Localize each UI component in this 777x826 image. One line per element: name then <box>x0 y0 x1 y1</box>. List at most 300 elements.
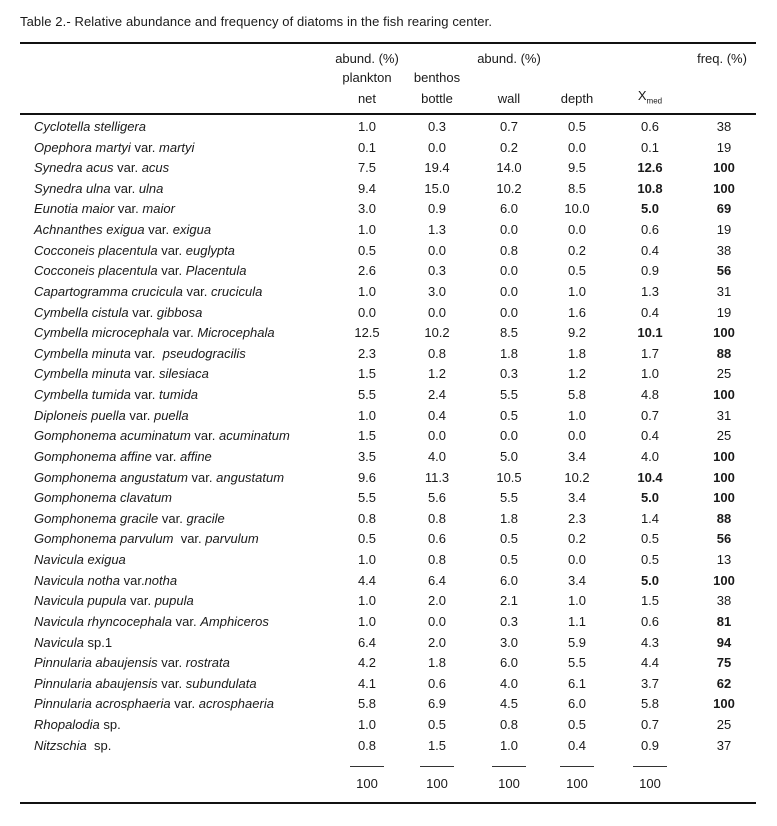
taxon-var-label: var. <box>125 407 154 423</box>
taxon-epithet: crucicula <box>211 283 263 299</box>
cell-benthos-bottle: 2.0 <box>427 634 447 650</box>
total-plankton-net: 100 <box>356 776 378 791</box>
table-row <box>0 694 777 715</box>
cell-benthos-bottle: 0.0 <box>427 428 447 444</box>
cell-freq: 100 <box>713 160 735 176</box>
taxon-genus: Navicula rhyncocephala <box>34 613 173 629</box>
cell-wall: 0.3 <box>499 613 519 629</box>
cell-wall: 10.5 <box>496 469 522 485</box>
taxon-name <box>34 117 146 138</box>
cell-benthos-bottle: 0.6 <box>427 531 447 547</box>
cell-xmed: 0.1 <box>640 139 660 155</box>
cell-wall: 1.0 <box>499 737 519 753</box>
taxon-var-label: var. <box>173 531 206 547</box>
table-row <box>0 303 777 324</box>
cell-plankton-net: 12.5 <box>354 325 380 341</box>
total-line <box>633 766 667 767</box>
taxon-var-label: var. <box>114 201 143 217</box>
taxon-name <box>34 406 189 427</box>
cell-wall: 0.0 <box>499 304 519 320</box>
taxon-var-label: var. <box>128 304 157 320</box>
cell-depth: 1.1 <box>567 613 587 629</box>
taxon-var-label: var. <box>157 263 186 279</box>
cell-wall: 14.0 <box>496 160 522 176</box>
cell-plankton-net: 9.6 <box>357 469 377 485</box>
taxon-var-label: var. <box>151 448 180 464</box>
cell-xmed: 1.4 <box>640 510 660 526</box>
cell-benthos-bottle: 10.2 <box>424 325 450 341</box>
taxon-genus: Capartogramma crucicula <box>34 283 183 299</box>
header-abund-left: abund. (%) <box>335 51 399 66</box>
cell-benthos-bottle: 0.6 <box>427 675 447 691</box>
taxon-name <box>34 220 211 241</box>
cell-depth: 0.0 <box>567 222 587 238</box>
taxon-var-label: var. <box>157 675 186 691</box>
cell-freq: 25 <box>716 366 732 382</box>
cell-wall: 3.0 <box>499 634 519 650</box>
cell-wall: 0.7 <box>499 119 519 134</box>
taxon-genus: Cymbella microcephala <box>34 325 170 341</box>
table-row <box>0 447 777 468</box>
table-row <box>0 364 777 385</box>
cell-xmed: 5.0 <box>640 201 660 217</box>
header-plankton: plankton <box>342 70 392 85</box>
cell-xmed: 0.9 <box>640 737 660 753</box>
cell-benthos-bottle: 0.3 <box>427 119 447 134</box>
table-row <box>0 550 777 571</box>
cell-freq: 100 <box>713 572 735 588</box>
taxon-epithet: gibbosa <box>156 304 203 320</box>
table-row <box>0 179 777 200</box>
cell-freq: 25 <box>716 716 732 732</box>
table-row <box>0 158 777 179</box>
cell-xmed: 10.4 <box>637 469 663 485</box>
cell-wall: 0.0 <box>499 428 519 444</box>
cell-wall: 1.8 <box>499 345 519 361</box>
taxon-name <box>34 591 194 612</box>
header-benthos: benthos <box>413 70 461 85</box>
cell-wall: 5.5 <box>499 490 519 506</box>
header-abund-right: abund. (%) <box>477 51 541 66</box>
cell-freq: 25 <box>716 428 732 444</box>
bottom-rule <box>20 802 756 804</box>
cell-wall: 6.0 <box>499 572 519 588</box>
taxon-var-label: sp. <box>99 716 121 732</box>
cell-depth: 3.4 <box>567 448 587 464</box>
cell-xmed: 4.3 <box>640 634 660 650</box>
cell-plankton-net: 4.1 <box>357 675 377 691</box>
taxon-epithet: exigua <box>172 222 212 238</box>
taxon-epithet: pseudogracilis <box>162 345 246 361</box>
cell-xmed: 0.6 <box>640 613 660 629</box>
total-depth: 100 <box>566 776 588 791</box>
taxon-name <box>34 488 172 509</box>
taxon-genus: Cymbella tumida <box>34 387 131 403</box>
header-wall: wall <box>497 91 521 106</box>
cell-plankton-net: 9.4 <box>357 180 377 196</box>
cell-wall: 0.3 <box>499 366 519 382</box>
cell-plankton-net: 0.8 <box>357 737 377 753</box>
cell-depth: 5.5 <box>567 655 587 671</box>
table-row <box>0 220 777 241</box>
cell-benthos-bottle: 0.8 <box>427 510 447 526</box>
cell-depth: 6.0 <box>567 696 587 712</box>
cell-depth: 0.0 <box>567 428 587 444</box>
taxon-genus: Gomphonema gracile <box>34 510 159 526</box>
cell-plankton-net: 1.0 <box>357 283 377 299</box>
taxon-name <box>34 653 230 674</box>
taxon-epithet: maior <box>142 201 175 217</box>
cell-benthos-bottle: 1.8 <box>427 655 447 671</box>
taxon-epithet: euglypta <box>185 242 235 258</box>
cell-xmed: 3.7 <box>640 675 660 691</box>
cell-wall: 4.5 <box>499 696 519 712</box>
cell-xmed: 4.0 <box>640 448 660 464</box>
cell-wall: 0.2 <box>499 139 519 155</box>
cell-freq: 56 <box>716 263 732 279</box>
cell-plankton-net: 5.5 <box>357 490 377 506</box>
taxon-name <box>34 447 212 468</box>
taxon-var-label: var. <box>172 613 201 629</box>
cell-xmed: 5.8 <box>640 696 660 712</box>
cell-wall: 8.5 <box>499 325 519 341</box>
cell-freq: 31 <box>716 407 732 423</box>
cell-freq: 100 <box>713 448 735 464</box>
cell-benthos-bottle: 0.0 <box>427 304 447 320</box>
cell-xmed: 10.8 <box>637 180 663 196</box>
taxon-name <box>34 612 269 633</box>
header-net: net <box>357 91 377 106</box>
cell-plankton-net: 1.0 <box>357 613 377 629</box>
taxon-epithet: notha <box>144 572 178 588</box>
cell-benthos-bottle: 1.3 <box>427 222 447 238</box>
cell-plankton-net: 4.4 <box>357 572 377 588</box>
taxon-var-label: var. <box>126 593 155 609</box>
taxon-epithet: Placentula <box>185 263 247 279</box>
taxon-var-label: var. <box>157 655 186 671</box>
taxon-var-label: sp.1 <box>83 634 113 650</box>
cell-xmed: 0.5 <box>640 531 660 547</box>
taxon-epithet: puella <box>153 407 189 423</box>
taxon-genus: Cymbella minuta <box>34 366 131 382</box>
total-benthos-bottle: 100 <box>426 776 448 791</box>
cell-benthos-bottle: 0.0 <box>427 139 447 155</box>
taxon-genus: Eunotia maior <box>34 201 115 217</box>
taxon-epithet: gracile <box>186 510 225 526</box>
cell-plankton-net: 3.0 <box>357 201 377 217</box>
cell-xmed: 0.6 <box>640 119 660 134</box>
cell-xmed: 1.7 <box>640 345 660 361</box>
cell-xmed: 0.9 <box>640 263 660 279</box>
cell-plankton-net: 0.8 <box>357 510 377 526</box>
taxon-genus: Navicula exigua <box>34 552 126 568</box>
cell-freq: 38 <box>716 593 732 609</box>
taxon-var-label: var. <box>130 345 163 361</box>
cell-benthos-bottle: 3.0 <box>427 283 447 299</box>
cell-freq: 100 <box>713 325 735 341</box>
table-row <box>0 715 777 736</box>
cell-xmed: 0.5 <box>640 552 660 568</box>
cell-plankton-net: 1.5 <box>357 366 377 382</box>
cell-plankton-net: 1.0 <box>357 222 377 238</box>
cell-plankton-net: 1.0 <box>357 593 377 609</box>
taxon-genus: Achnanthes exigua <box>34 222 145 238</box>
cell-depth: 9.2 <box>567 325 587 341</box>
cell-depth: 0.5 <box>567 716 587 732</box>
cell-xmed: 1.5 <box>640 593 660 609</box>
taxon-name <box>34 138 194 159</box>
cell-plankton-net: 1.5 <box>357 428 377 444</box>
table-row <box>0 633 777 654</box>
taxon-epithet: subundulata <box>185 675 257 691</box>
cell-wall: 4.0 <box>499 675 519 691</box>
taxon-epithet: rostrata <box>185 655 230 671</box>
cell-benthos-bottle: 2.4 <box>427 387 447 403</box>
taxon-name <box>34 323 275 344</box>
table-row <box>0 426 777 447</box>
taxon-genus: Nitzschia <box>34 737 87 753</box>
cell-depth: 10.2 <box>564 469 590 485</box>
cell-benthos-bottle: 0.4 <box>427 407 447 423</box>
cell-depth: 1.0 <box>567 593 587 609</box>
table-row <box>0 674 777 695</box>
cell-benthos-bottle: 6.9 <box>427 696 447 712</box>
taxon-var-label: var. <box>169 325 198 341</box>
cell-wall: 2.1 <box>499 593 519 609</box>
cell-benthos-bottle: 0.0 <box>427 242 447 258</box>
cell-wall: 6.0 <box>499 201 519 217</box>
table-row <box>0 261 777 282</box>
cell-xmed: 0.7 <box>640 407 660 423</box>
total-line <box>492 766 526 767</box>
taxon-name <box>34 674 257 695</box>
cell-freq: 100 <box>713 490 735 506</box>
cell-plankton-net: 2.3 <box>357 345 377 361</box>
cell-depth: 3.4 <box>567 490 587 506</box>
cell-wall: 0.0 <box>499 263 519 279</box>
cell-benthos-bottle: 2.0 <box>427 593 447 609</box>
cell-freq: 81 <box>716 613 732 629</box>
taxon-name <box>34 571 177 592</box>
table-row <box>0 385 777 406</box>
taxon-genus: Diploneis puella <box>34 407 126 423</box>
taxon-var-label: var. <box>170 696 199 712</box>
cell-plankton-net: 0.0 <box>357 304 377 320</box>
table-row <box>0 571 777 592</box>
table-row <box>0 488 777 509</box>
cell-wall: 0.5 <box>499 552 519 568</box>
cell-depth: 1.0 <box>567 407 587 423</box>
taxon-name <box>34 715 121 736</box>
cell-xmed: 4.4 <box>640 655 660 671</box>
cell-depth: 0.0 <box>567 552 587 568</box>
cell-benthos-bottle: 0.5 <box>427 716 447 732</box>
table-row <box>0 468 777 489</box>
taxon-epithet: affine <box>179 448 212 464</box>
taxon-var-label: var. <box>113 160 142 176</box>
cell-freq: 100 <box>713 696 735 712</box>
cell-xmed: 12.6 <box>637 160 663 176</box>
table-row <box>0 138 777 159</box>
cell-depth: 1.8 <box>567 345 587 361</box>
taxon-var-label: var. <box>157 242 186 258</box>
total-line <box>560 766 594 767</box>
header-freq: freq. (%) <box>697 51 747 66</box>
taxon-name <box>34 633 112 654</box>
taxon-var-label: var. <box>190 428 219 444</box>
header-xmed <box>618 88 682 106</box>
taxon-name <box>34 158 169 179</box>
cell-benthos-bottle: 1.5 <box>427 737 447 753</box>
cell-freq: 38 <box>716 242 732 258</box>
taxon-genus: Cyclotella stelligera <box>34 119 146 134</box>
cell-freq: 69 <box>716 201 732 217</box>
taxon-var-label: var. <box>144 222 173 238</box>
cell-xmed: 4.8 <box>640 387 660 403</box>
taxon-epithet: Microcephala <box>197 325 275 341</box>
cell-wall: 0.8 <box>499 242 519 258</box>
taxon-name <box>34 303 202 324</box>
header-depth: depth <box>560 91 594 106</box>
taxon-genus: Cymbella minuta <box>34 345 131 361</box>
header-bottle: bottle <box>421 91 453 106</box>
taxon-genus: Navicula <box>34 634 84 650</box>
cell-xmed: 5.0 <box>640 572 660 588</box>
cell-plankton-net: 1.0 <box>357 716 377 732</box>
cell-depth: 1.6 <box>567 304 587 320</box>
taxon-name <box>34 468 284 489</box>
cell-wall: 0.8 <box>499 716 519 732</box>
cell-wall: 5.0 <box>499 448 519 464</box>
total-xmed: 100 <box>639 776 661 791</box>
taxon-epithet: parvulum <box>205 531 259 547</box>
taxon-genus: Rhopalodia <box>34 716 100 732</box>
taxon-genus: Gomphonema angustatum <box>34 469 188 485</box>
taxon-genus: Synedra acus <box>34 160 114 176</box>
taxon-epithet: acuminatum <box>219 428 290 444</box>
cell-benthos-bottle: 19.4 <box>424 160 450 176</box>
cell-wall: 1.8 <box>499 510 519 526</box>
cell-wall: 5.5 <box>499 387 519 403</box>
cell-depth: 1.2 <box>567 366 587 382</box>
taxon-name <box>34 529 259 550</box>
cell-xmed: 0.4 <box>640 304 660 320</box>
cell-benthos-bottle: 0.8 <box>427 552 447 568</box>
taxon-genus: Gomphonema clavatum <box>34 490 173 506</box>
header-xmed-main: X <box>637 88 647 103</box>
taxon-epithet: martyi <box>159 139 195 155</box>
cell-wall: 0.5 <box>499 531 519 547</box>
total-wall: 100 <box>498 776 520 791</box>
cell-plankton-net: 4.2 <box>357 655 377 671</box>
taxon-var-label: var. <box>130 387 160 403</box>
cell-depth: 2.3 <box>567 510 587 526</box>
taxon-epithet: Amphiceros <box>200 613 269 629</box>
taxon-name <box>34 282 262 303</box>
cell-freq: 19 <box>716 304 732 320</box>
taxon-epithet: silesiaca <box>159 366 209 382</box>
table-row <box>0 344 777 365</box>
taxon-var-label: var. <box>110 180 139 196</box>
cell-plankton-net: 6.4 <box>357 634 377 650</box>
taxon-var-label: var. <box>130 366 160 382</box>
cell-freq: 13 <box>716 552 732 568</box>
taxon-name <box>34 261 246 282</box>
cell-benthos-bottle: 4.0 <box>427 448 447 464</box>
taxon-genus: Cymbella cistula <box>34 304 129 320</box>
cell-freq: 94 <box>716 634 732 650</box>
cell-freq: 100 <box>713 387 735 403</box>
cell-plankton-net: 5.8 <box>357 696 377 712</box>
taxon-name <box>34 509 225 530</box>
taxon-epithet: acus <box>141 160 170 176</box>
taxon-genus: Cocconeis placentula <box>34 242 158 258</box>
cell-freq: 37 <box>716 737 732 753</box>
taxon-genus: Gomphonema affine <box>34 448 152 464</box>
cell-benthos-bottle: 15.0 <box>424 180 450 196</box>
table-row <box>0 199 777 220</box>
taxon-genus: Gomphonema parvulum <box>34 531 174 547</box>
taxon-name <box>34 241 235 262</box>
cell-plankton-net: 3.5 <box>357 448 377 464</box>
cell-depth: 5.9 <box>567 634 587 650</box>
cell-freq: 100 <box>713 469 735 485</box>
table-row <box>0 736 777 757</box>
cell-depth: 10.0 <box>564 201 590 217</box>
cell-freq: 88 <box>716 510 732 526</box>
table-row <box>0 509 777 530</box>
cell-benthos-bottle: 5.6 <box>427 490 447 506</box>
table-row <box>0 282 777 303</box>
table-row <box>0 591 777 612</box>
total-line <box>420 766 454 767</box>
cell-xmed: 1.0 <box>640 366 660 382</box>
cell-plankton-net: 2.6 <box>357 263 377 279</box>
cell-wall: 0.5 <box>499 407 519 423</box>
cell-benthos-bottle: 6.4 <box>427 572 447 588</box>
cell-xmed: 5.0 <box>640 490 660 506</box>
taxon-name <box>34 344 246 365</box>
cell-freq: 56 <box>716 531 732 547</box>
cell-plankton-net: 1.0 <box>357 407 377 423</box>
taxon-genus: Pinnularia abaujensis <box>34 675 158 691</box>
taxon-name <box>34 426 290 447</box>
cell-freq: 19 <box>716 222 732 238</box>
cell-benthos-bottle: 0.0 <box>427 613 447 629</box>
taxon-name <box>34 385 198 406</box>
cell-wall: 0.0 <box>499 283 519 299</box>
cell-depth: 3.4 <box>567 572 587 588</box>
cell-freq: 62 <box>716 675 732 691</box>
table-row <box>0 406 777 427</box>
cell-plankton-net: 1.0 <box>357 119 377 134</box>
cell-xmed: 0.6 <box>640 222 660 238</box>
taxon-name <box>34 736 111 757</box>
taxon-genus: Navicula pupula <box>34 593 127 609</box>
table-row <box>0 323 777 344</box>
cell-xmed: 0.4 <box>640 428 660 444</box>
taxon-genus: Cocconeis placentula <box>34 263 158 279</box>
cell-depth: 5.8 <box>567 387 587 403</box>
cell-freq: 38 <box>716 119 732 134</box>
taxon-genus: Pinnularia acrosphaeria <box>34 696 171 712</box>
table-row <box>0 529 777 550</box>
taxon-var-label: var. <box>120 572 145 588</box>
cell-benthos-bottle: 0.3 <box>427 263 447 279</box>
cell-wall: 6.0 <box>499 655 519 671</box>
cell-xmed: 0.7 <box>640 716 660 732</box>
taxon-epithet: tumida <box>159 387 199 403</box>
